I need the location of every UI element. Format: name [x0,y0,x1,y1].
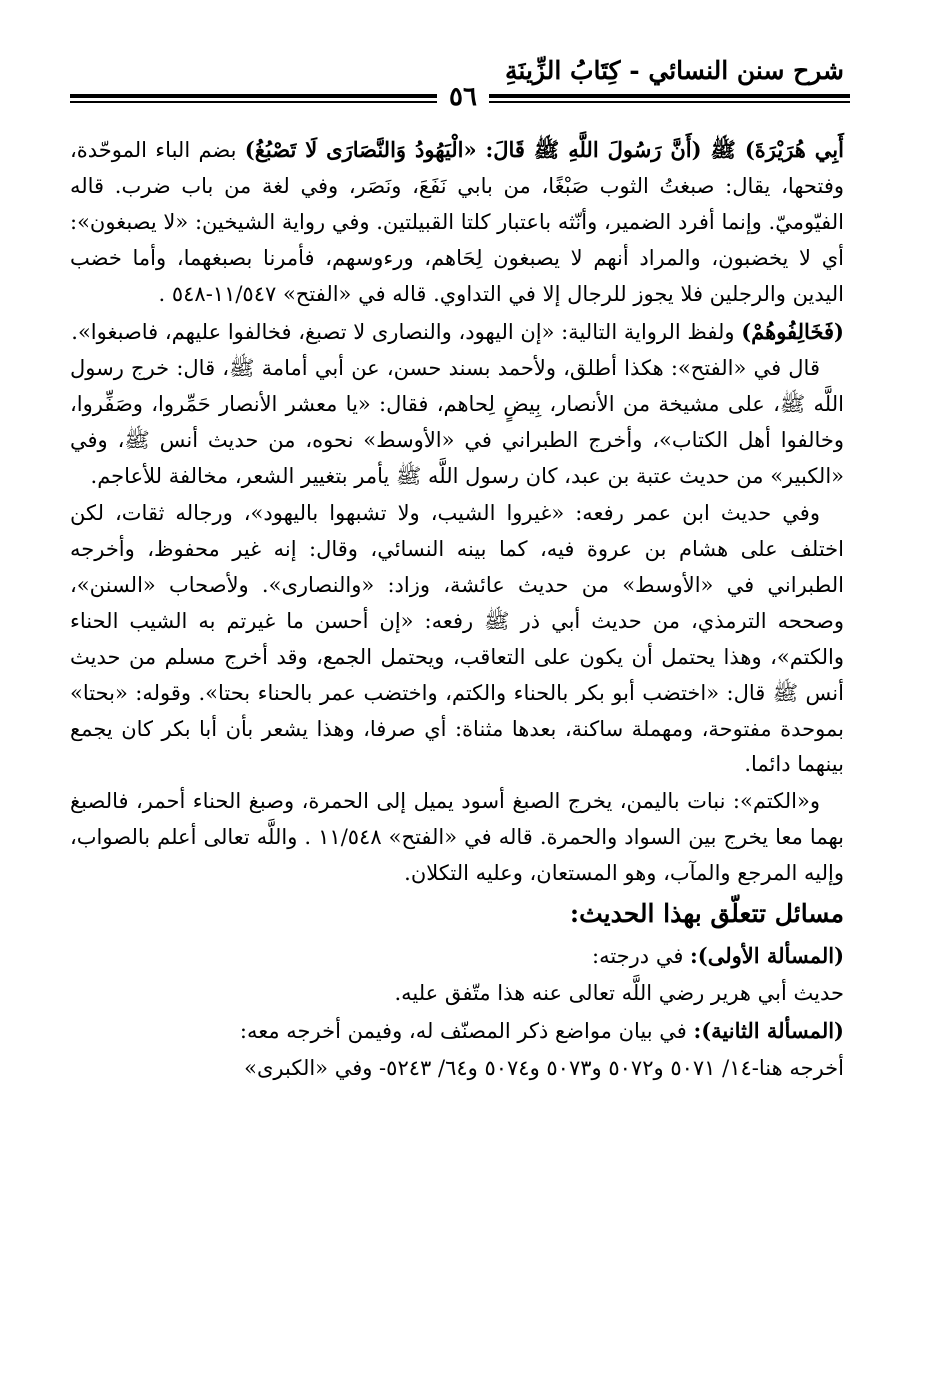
question-1 [70,938,844,975]
main-text [70,132,844,1088]
question-2-label: (المسألة الثانية): [693,1017,844,1043]
paragraph-2-text: ولفظ الرواية التالية: «إن اليهود، والنصارى لا تصبغ، فخالفوا عليهم، فاصبغوا». [71,319,742,344]
paragraph-1-lead: أَبِي هُرَيْرَةَ) ﷺ (أَنَّ رَسُولَ اللَّهِ ﷺ قَالَ: «الْيَهُودُ وَالنَّصَارَى لَا تَصْبُغُ) [244,137,844,162]
page-number: ٥٦ [437,82,489,112]
question-1-label: (المسألة الأولى): [690,942,844,968]
page-number-wrap [0,82,926,112]
section-heading: مسائل تتعلّق بهذا الحديث: [569,899,844,929]
paragraph-2-lead: (فَخَالِفُوهُمْ) [741,318,844,344]
question-2 [70,1013,844,1050]
question-1-body: حديث أبي هرير رضي اللَّه تعالى عنه هذا متّفق عليه. [394,980,844,1005]
paragraph-1 [70,132,844,313]
paragraph-5: و«الكتم»: نبات باليمن، يخرج الصبغ أسود يميل إلى الحمرة، وصبغ الحناء أحمر، فالصبغ بهما معا يخرج بين السواد والحمرة. قاله في «الفتح» ١١/٥٤٨ . واللَّه تعالى أعلم بالصواب، وإليه المرجع والمآب، وهو المستعان، وعليه التكلان. [70,789,844,886]
paragraph-4: وفي حديث ابن عمر رفعه: «غيروا الشيب، ولا تشبهوا باليهود»، ورجاله ثقات، لكن اختلف على هشام بن عروة فيه، كما بينه النسائي، وقال: إنه غير محفوظ، وأخرجه الطبراني في «الأوسط» من حديث عائشة، وزاد: «والنصارى». ولأصحاب «السنن»، وصححه الترمذي، من حديث أبي ذر ﷺ رفعه: «إن أحسن ما غيرتم به الشيب الحناء والكتم»، وهذا يحتمل أن يكون على التعاقب، ويحتمل الجمع، وقد أخرج مسلم من حديث أنس ﷺ قال: «اختضب أبو بكر بالحناء والكتم، واختضب عمر بالحناء بحتا». وقوله: «بحتا» بموحدة مفتوحة، ومهملة ساكنة، بعدها مثناة: أي صرفا، وهذا يشعر بأن أبا بكر كان يجمع بينهما دائما. [70,501,844,777]
running-title: شرح سنن النسائي - كِتَابُ الزِّينَةِ [505,56,844,85]
paragraph-3: قال في «الفتح»: هكذا أطلق، ولأحمد بسند حسن، عن أبي أمامة ﷺ، قال: خرج رسول اللَّه ﷺ، على مشيخة من الأنصار، بِيضٍ لِحاهم، فقال: «يا معشر الأنصار حَمِّروا، وصَفِّروا، وخالفوا أهل الكتاب»، وأخرج الطبراني في «الأوسط» نحوه، من حديث أنس ﷺ، وفي «الكبير» من حديث عتبة بن عبد، كان رسول اللَّه ﷺ يأمر بتغيير الشعر، مخالفة للأعاجم. [70,356,844,489]
paragraph-1-text: بضم الباء الموحّدة، وفتحها، يقال: صبغتُ الثوب صَبْغًا، من بابي نَفَعَ، ونَصَر، وفي لغة من باب ضرب. قاله الفيّوميّ. وإنما أفرد الضمير، وأنّثه باعتبار كلتا القبيلتين. وفي رواية الشيخين: «لا يصبغون»: أي لا يخضبون، والمراد أنهم لا يصبغون لِحَاهم، ورءوسهم، فأمرنا بصبغهما، وأما خضب اليدين والرجلين فلا يجوز للرجال إلا في التداوي. قاله في «الفتح» ١١/٥٤٧-٥٤٨ . [70,138,844,306]
question-2-body: أخرجه هنا-١٤/ ٥٠٧١ و٥٠٧٢ و٥٠٧٣ و٥٠٧٤ و٦٤/ ٥٢٤٣- وفي «الكبرى» [244,1055,844,1080]
question-2-text: في بيان مواضع ذكر المصنّف له، وفيمن أخرجه معه: [239,1018,694,1043]
paragraph-2 [70,314,844,351]
question-1-text: في درجته: [592,943,691,968]
